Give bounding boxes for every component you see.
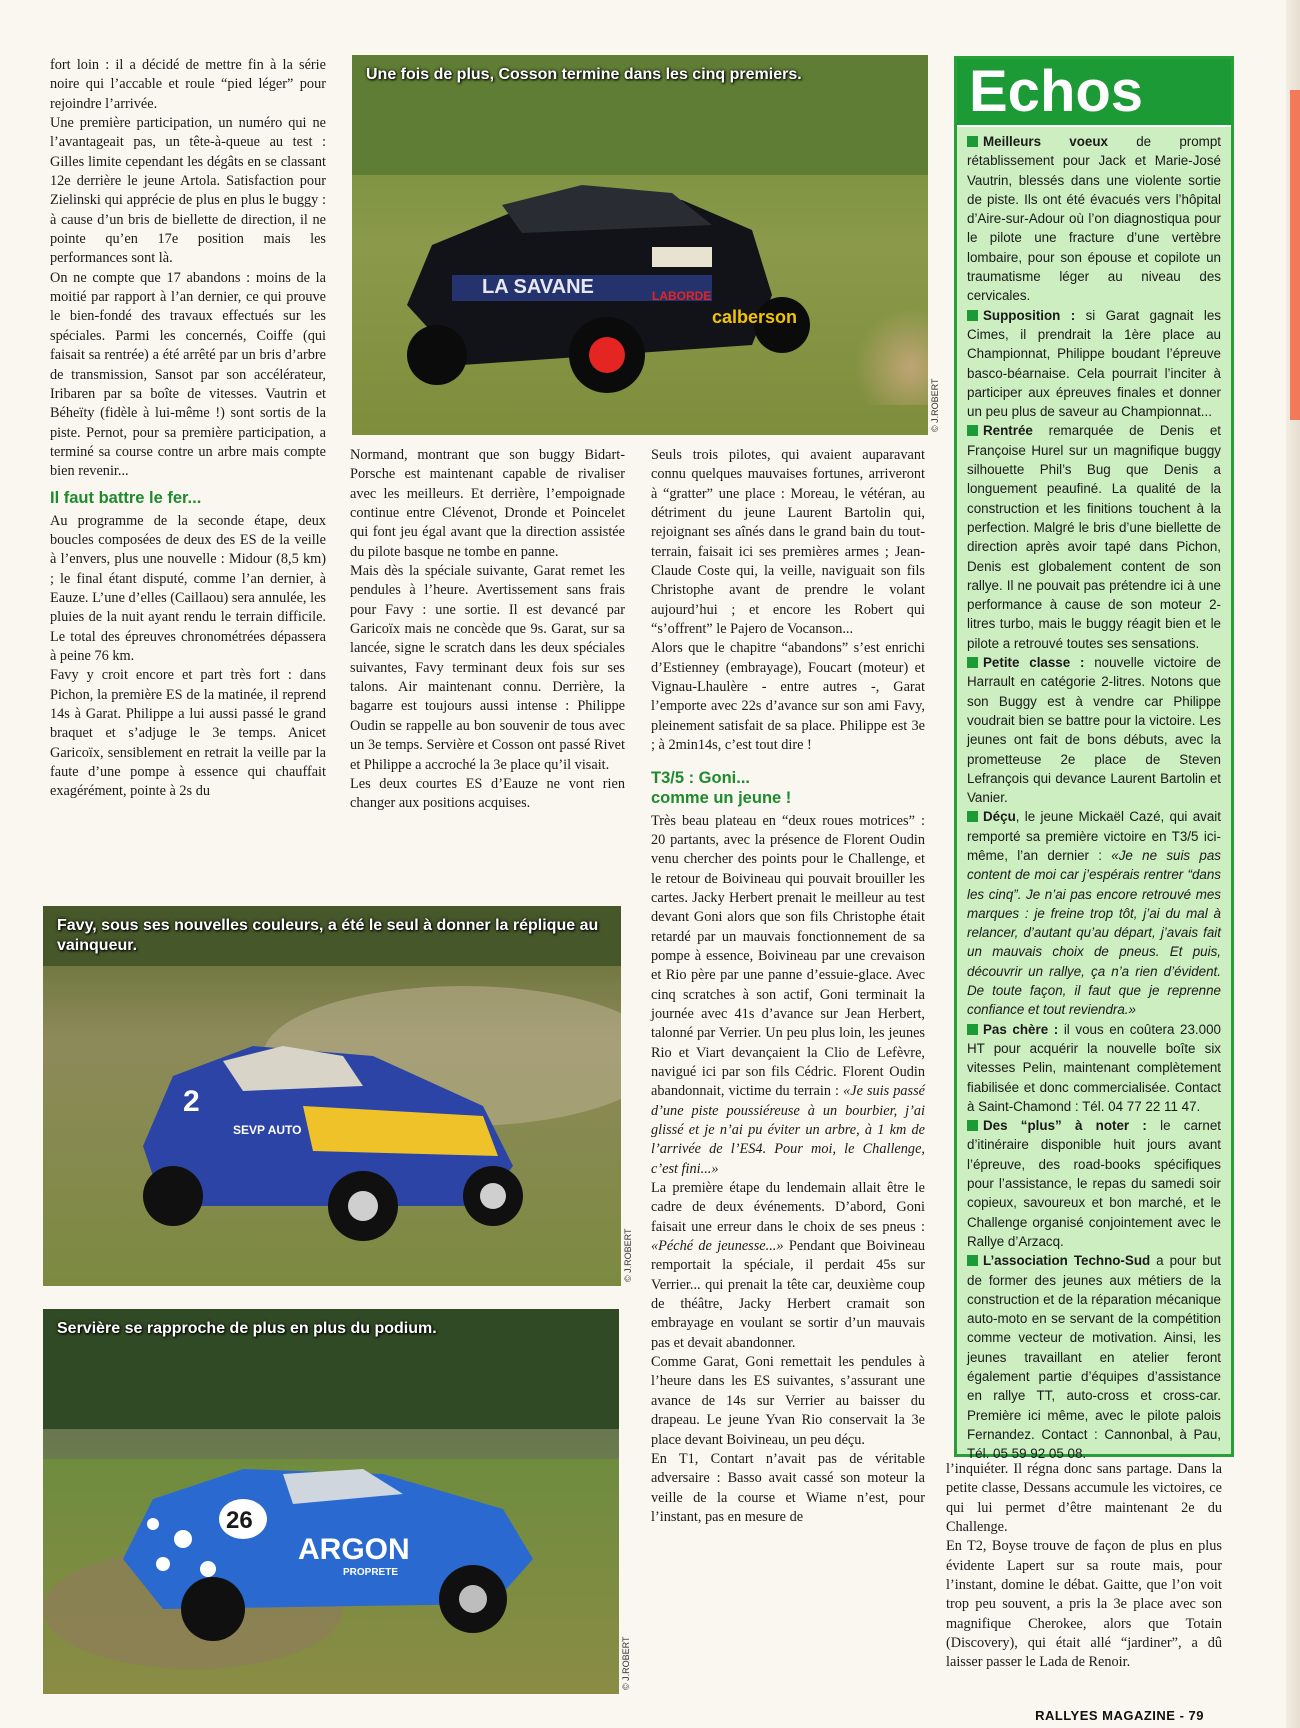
paragraph: Favy y croit encore et part très fort : dans Pichon, la première ES de la matinée, il reprend 14s à Garat. Philippe a lui aussi passé le grand braquet et s’adjuge le 3e temps. Anicet Garicoïx, sensiblement en retrait la veille par la faute d’une pompe à essence qui chauffait exagérément, pointe à 2s du [50,667,326,800]
echo-quote: «Je ne suis pas content de moi car j’espérais rentrer “dans les cinq”. Je n’ai pas encore retrouvé mes marques : je freine trop tôt, j’ai du mal à relancer, d’autant qu’au départ, j’avais fait un mauvais choix de pneus. Et puis, découvrir un rallye, ça n’a rien d’évident. De toute façon, il faut que je reprenne confiance et tout reviendra.» [967,847,1221,1018]
quote: «Péché de jeunesse...» [651,1238,784,1255]
photo-cosson [352,55,928,435]
echo-item [967,1020,1221,1116]
bullet-square-icon [967,310,978,321]
echo-item [967,807,1221,1019]
paragraph: Au programme de la seconde étape, deux boucles composées de deux des ES de la veille à l’envers, plus une nouvelle : Midour (8,5 km) ; le final étant disputé, comme l’an dernier, à Eauze. L’une d’elles (Caillaou) sera annulée, les pluies de la nuit ayant rendu le terrain difficile. Le total des épreuves chronométrées dépassera à peine 76 km. [50,512,326,664]
paragraph-text: Très beau plateau en “deux roues motrices” : 20 partants, avec la présence de Florent Oudin venu chercher des points pour le Challenge, et le retour de Boivineau qui pouvait brouiller les cartes. Jacky Herbert prenait le meilleur au test devant Goni alors que son fils Christophe était retardé par un mauvais fonctionnement de sa pompe à essence, Boivineau par une crevaison et Rio père par une panne d’essuie-glace. Avec cinq scratches à son actif, Goni terminait la journée avec 41s d’avance sur Jean Herbert, talonné par Verrier. Un peu plus loin, les jeunes Rio et Viart devançaient la Clio de Lefèvre, navigué ici par son fils Cédric. Florent Oudin abandonnait, victime du terrain : [651,812,925,1100]
echo-item [967,653,1221,807]
echo-text: il vous en coûtera 23.000 HT pour acquérir la nouvelle boîte six vitesses Pelin, maintenant complètement fiabilisée et donc commercialisée. Contact à Saint-Chamond : Tél. 04 77 22 11 47. [967,1021,1221,1114]
section-subheading: Il faut battre le fer... [50,488,202,507]
buggy-lettering: PROPRETE [343,1567,399,1578]
echo-keyword: Meilleurs voeux [983,134,1108,149]
paragraph: l’inquiéter. Il régna donc sans partage. Dans la petite classe, Dessans accumule les victoires, ce qui lui permet d’être maintenant 2e du Challenge. [946,1461,1222,1536]
buggy-lettering: ARGON [298,1533,410,1566]
page-edge-mark [1290,90,1300,420]
photo-favy-image [43,906,621,1286]
paragraph: fort loin : il a décidé de mettre fin à la série noire qui l’accable et roule “pied léger” pour rejoindre l’arrivée. [50,57,326,112]
buggy-lettering: calberson [712,307,798,327]
article-column-4 [946,1460,1222,1673]
echo-keyword: Pas chère : [983,1021,1059,1037]
echos-title: Echos [957,59,1231,127]
paragraph: Comme Garat, Goni remettait les pendules à l’heure dans les ES suivantes, s’assurant une avance de 14s sur Verrier au baisser du drapeau. Le jeune Yvan Rio conservait la 3e place devant Boivineau, un peu déçu. [651,1354,925,1448]
photo-favy [43,906,621,1286]
paragraph: Normand, montrant que son buggy Bidart-Porsche est maintenant capable de rivaliser avec les meilleurs. Et derrière, l’empoignade continue entre Clévenot, Dronde et Poincelet qui font jeu égal avant que la direction assistée du pilote basque ne tombe en panne. [350,447,625,560]
photo-serviere-image [43,1309,619,1694]
echo-text: le carnet d’itinéraire disponible huit jours avant l’épreuve, des road-books spécifiques pour l’assistance, le repas du samedi soir copieux, savoureux et bon marché, et le Challenge organisé conjointement avec le Rallye d’Arzacq. [967,1118,1221,1249]
article-column-3 [651,446,925,1527]
article-column-1 [50,56,326,802]
car-number: 2 [183,1085,200,1118]
paragraph: Alors que le chapitre “abandons” s’est enrichi d’Estienney (embrayage), Foucart (moteur) et Vignau-Lhaulère - entre autres -, Garat l’emporte avec 22s d’avance sur son ami Favy, pleinement satisfait de sa place. Philippe est 3e ; à 2min14s, c’est tout dire ! [651,640,925,754]
photo-credit: © J.ROBERT [930,378,940,432]
paragraph: En T1, Contart n’avait pas de véritable adversaire : Basso avait cassé son moteur la veille de la course et Wiame n’est, pour l’instant, pas en mesure de [651,1450,925,1525]
article-column-2 [350,446,625,814]
quote: «Je suis passé d’une piste poussiéreuse à un bourbier, j’ai glissé et je n’ai pu éviter un arbre, à 1 km de l’arrivée de l’ES4. Pour moi, le Challenge, c’est fini...» [651,1083,925,1177]
photo-cosson-image [352,55,928,435]
section-subheading [651,768,925,808]
paragraph [651,1179,925,1353]
buggy-lettering: LA SAVANE [482,276,594,298]
subheading-line: comme un jeune ! [651,788,792,807]
paragraph: On ne compte que 17 abandons : moins de la moitié par rapport à l’an dernier, ce qui prouve le bien-fondé des travaux effectués sur les spéciales. Parmi les concernés, Coiffe (qui faisait sa rentrée) a été arrêté par un bris d’arbre de transmission, Sansot par son accélérateur, Iribaren par sa boîte de vitesses. Vautrin et Béheïty (fidèle à lui-même !) sont sortis de la piste. Pernot, pour sa première participation, a terminé sa course contre un arbre mais compte bien revenir... [50,269,326,480]
paragraph-text: La première étape du lendemain allait être le cadre de deux événements. D’abord, Goni faisait une erreur dans le choix de ses pneus : [651,1180,925,1235]
echo-item [967,421,1221,653]
bullet-square-icon [967,1024,978,1035]
photo-serviere [43,1309,619,1694]
bullet-square-icon [967,657,978,668]
echo-item [967,132,1221,306]
echo-keyword: Déçu [983,809,1016,825]
echos-sidebar [954,56,1234,1462]
paragraph: Seuls trois pilotes, qui avaient auparavant connu quelques mauvaises fortunes, arriveront à “gratter” une place : Moreau, le vétéran, au détriment du jeune Laurent Bartolin qui, rejoignant ses aînés dans le grand bain du tout-terrain, faisait ici ses premières armes ; Jean-Claude Coste qui, la veille, naviguait son fils Christophe avant de prendre le volant aujourd’hui ; et encore les Robert qui “s’offrent” le Pajero de Vocanson... [651,447,925,638]
echo-text: a pour but de former des jeunes aux métiers de la construction et de la réparation mécanique auto-moto en se servant de la compétition comme vecteur de motivation. Ainsi, les jeunes travaillant en atelier feront également partie d’équipes d’assistance en rallye TT, auto-cross et cross-car. Première ici même, avec le pilote palois Fernandez. Contact : Cannonbal, à Pau, Tél. 05 59 92 05 08. [967,1253,1221,1462]
echo-item [967,1251,1221,1463]
bullet-square-icon [967,136,978,147]
paragraph: Les deux courtes ES d’Eauze ne vont rien changer aux positions acquises. [350,775,625,812]
photo-credit: © J.ROBERT [621,1636,631,1690]
page-footer: RALLYES MAGAZINE - 79 [1035,1708,1204,1723]
photo-caption: Servière se rapproche de plus en plus du podium. [57,1320,437,1337]
subheading-line: T3/5 : Goni... [651,768,751,787]
echo-keyword: Rentrée [983,423,1033,439]
echo-item [967,1116,1221,1251]
echo-text: nouvelle victoire de Harrault en catégorie 2-litres. Notons que son Buggy est à vendre car Philippe voudrait bien se battre pour la victoire. Les jeunes ont fait de bons débuts, avec la prometteuse 2e place de Steven Lefrançois qui devance Laurent Bartolin et Vanier. [967,655,1221,806]
bullet-square-icon [967,1120,978,1131]
echo-text: , le jeune Mickaël Cazé, qui avait remporté sa première victoire en T3/5 ici-même, l’an dernier : [967,809,1221,863]
echo-keyword: Petite classe : [983,655,1085,671]
photo-caption: Une fois de plus, Cosson termine dans les cinq premiers. [366,66,802,83]
bullet-square-icon [967,811,978,822]
echo-text: remarquée de Denis et Françoise Hurel sur un magnifique buggy silhouette Phil’s Bug que Denis a longuement peaufiné. La qualité de la construction et les finitions touchent à la perfection. Malgré le bris d’une biellette de direction après avoir tapé dans Pichon, Denis est globalement content de son rallye. Il ne pouvait pas prétendre ici à une performance à cause de son moteur 2-litres turbo, mais le buggy réagit bien et le pilote a retrouvé toutes ses sensations. [967,423,1221,651]
echo-keyword: Des “plus” à noter : [983,1118,1147,1134]
paragraph-text: Pendant que Boivineau remportait la spéciale, il perdait 45s sur Verrier... qui prenait la tête car, deuxième coup de théâtre, Jacky Herbert cramait son embrayage en voulant se sortir d’un mauvais pas et devait abandonner. [651,1238,926,1351]
paragraph: Mais dès la spéciale suivante, Garat remet les pendules à l’heure. Avertissement sans frais pour Favy : une sortie. Il est devancé par Garicoïx mais ne concède que 9s. Garat, sur sa lancée, signe le scratch dans les deux spéciales suivantes, Favy terminant deux fois sur ses talons. Air maintenant connu. Derrière, la bagarre est toujours aussi intense : Philippe Oudin se rappelle au bon souvenir de tous avec un 3e temps. Servière et Cosson ont passé Rivet et Philippe a accroché la 3e place qu’il visait. [350,563,625,773]
echo-text: de prompt rétablissement pour Jack et Marie-José Vautrin, blessés dans une violente sortie de piste. Ils ont été évacués vers l’hôpital d’Aire-sur-Adour où l’on diagnostiqua pour le pilote une fracture d’une vertèbre lombaire, pour son épouse et copilote un traumatisme léger au niveau des cervicales. [967,134,1221,304]
buggy-lettering: SEVP AUTO [233,1123,302,1137]
paragraph: En T2, Boyse trouve de façon de plus en plus évidente Lapert sur sa route mais, pour l’instant, domine le débat. Gaitte, que l’on voit trop peu souvent, a pris la 3e place avec son magnifique Cherokee, alors que Totain (Discovery), qui était allé “jardiner”, a dû laisser passer le Lada de Renoir. [946,1538,1222,1671]
echo-item [967,306,1221,422]
bullet-square-icon [967,1255,978,1266]
bullet-square-icon [967,425,978,436]
car-number: 26 [226,1507,253,1534]
paragraph: Une première participation, un numéro qui ne l’avantageait pas, un tête-à-queue au test : Gilles limite cependant les dégâts en se classant 12e derrière le jeune Artola. Satisfaction pour Zielinski qui apprécie de plus en plus le buggy : à cause d’un bris de biellette de direction, il ne pointe qu’en 17e position mais les performances sont là. [50,115,326,267]
echo-keyword: Supposition : [983,307,1076,323]
echos-body [957,127,1231,1463]
photo-caption: Favy, sous ses nouvelles couleurs, a été le seul à donner la réplique au vainqueur. [57,917,599,954]
paragraph [651,812,925,1180]
echo-text: si Garat gagnait les Cimes, il prendrait la 1ère place au Championnat, Philippe boudant l’épreuve basco-béarnaise. Cela pourrait l’inciter à participer aux épreuves finales et donner un peu plus de saveur au Championnat... [967,307,1221,420]
echo-keyword: L’association Techno-Sud [983,1253,1151,1269]
photo-credit: © J.ROBERT [623,1228,633,1282]
buggy-lettering: LABORDE [652,289,712,303]
